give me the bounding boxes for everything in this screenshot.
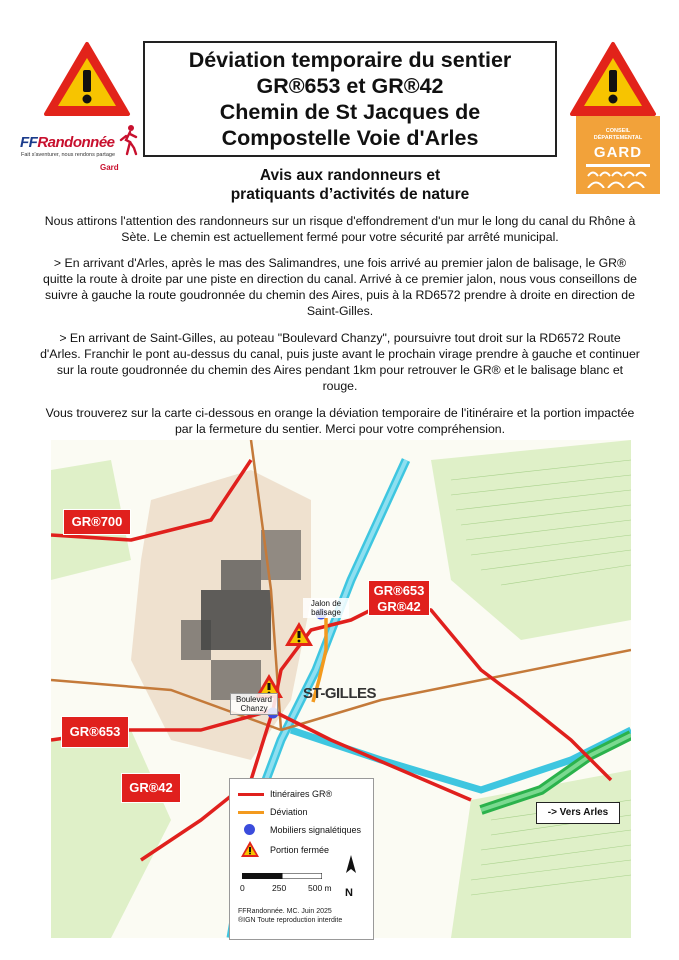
paragraph: Vous trouverez sur la carte ci-dessous en orange la déviation temporaire de l'itinéraire et la portion impactée par la fermeture du sentier. Merci pour votre compréhension. — [45, 406, 635, 436]
credits: FFRandonnée. MC. Juin 2025 ®IGN Toute reproduction interdite — [238, 908, 343, 924]
scale-bar — [242, 873, 322, 879]
scale-labels: 0 250 500 m — [240, 883, 332, 893]
red-line-swatch — [238, 793, 264, 796]
town-label: ST-GILLES — [303, 685, 377, 702]
north-label: N — [345, 887, 353, 899]
paragraph: > En arrivant d'Arles, après le mas des Salimandres, une fois arrivé au premier jalon de balisage, le GR® quitte la route à droite par une piste en direction du canal. Arrivé à ce premier jalon, nous vous conseillons de suivre à gauche la route goudronnée du chemin des Aires, puis à la RD6572 prendre à droite en direction de Saint-Gilles. — [42, 256, 637, 318]
gard-logo: CONSEIL DÉPARTEMENTAL GARD — [576, 116, 660, 194]
blue-dot-icon — [244, 824, 255, 835]
paragraph: > En arrivant de Saint-Gilles, au poteau "Boulevard Chanzy", poursuivre tout droit sur la RD6572 Route d'Arles. Franchir le pont au-dessus du canal, puis juste avant le prochain virage prendre à gauche et continuer sur la route goudronnée du chemin des Aires pendant 1km pour retrouver le GR® et le balisage blanc et rouge. — [40, 331, 640, 393]
ffr-region: Gard — [100, 163, 119, 172]
map-legend: Itinéraires GR® Déviation Mobiliers signalétiques Portion fermée 0 250 500 m N FFRandonnée. MC. Juin 2025 ®IGN Toute reproduction interdite — [229, 778, 374, 940]
gr653-label: GR®653 — [61, 716, 129, 748]
pont-du-gard-icon — [586, 164, 650, 188]
ffr-tagline: Fait s'aventurer, nous rendons partage — [21, 152, 115, 158]
chanzy-label: Boulevard Chanzy — [230, 693, 278, 715]
title-line: Compostelle Voie d'Arles — [221, 126, 479, 150]
title-box — [143, 41, 557, 157]
orange-line-swatch — [238, 811, 264, 814]
gr700-label: GR®700 — [63, 509, 131, 535]
gr42-label: GR®42 — [121, 773, 181, 803]
hiker-icon — [118, 124, 140, 156]
subtitle: Avis aux randonneurs et pratiquants d’activités de nature — [230, 167, 470, 203]
paragraph: Nous attirons l'attention des randonneurs sur un risque d'effondrement d'un mur le long du canal du Rhône à Sète. Le chemin est actuellement fermé pour votre sécurité par arrêté municipal. — [44, 214, 636, 244]
title-line: GR®653 et GR®42 — [256, 74, 444, 98]
title-line: Chemin de St Jacques de — [219, 100, 481, 124]
jalon-label: Jalon de balisage — [303, 598, 349, 618]
title-line: Déviation temporaire du sentier — [188, 48, 512, 72]
vers-arles-label: -> Vers Arles — [536, 802, 620, 824]
gr653-gr42-label: GR®653 GR®42 — [368, 580, 430, 616]
warning-triangle-icon — [42, 40, 132, 118]
north-arrow-icon — [342, 855, 360, 891]
warning-triangle-icon — [241, 841, 259, 857]
ffrandonnee-logo: FFRandonnée — [20, 134, 115, 151]
warning-triangle-icon — [568, 40, 658, 118]
